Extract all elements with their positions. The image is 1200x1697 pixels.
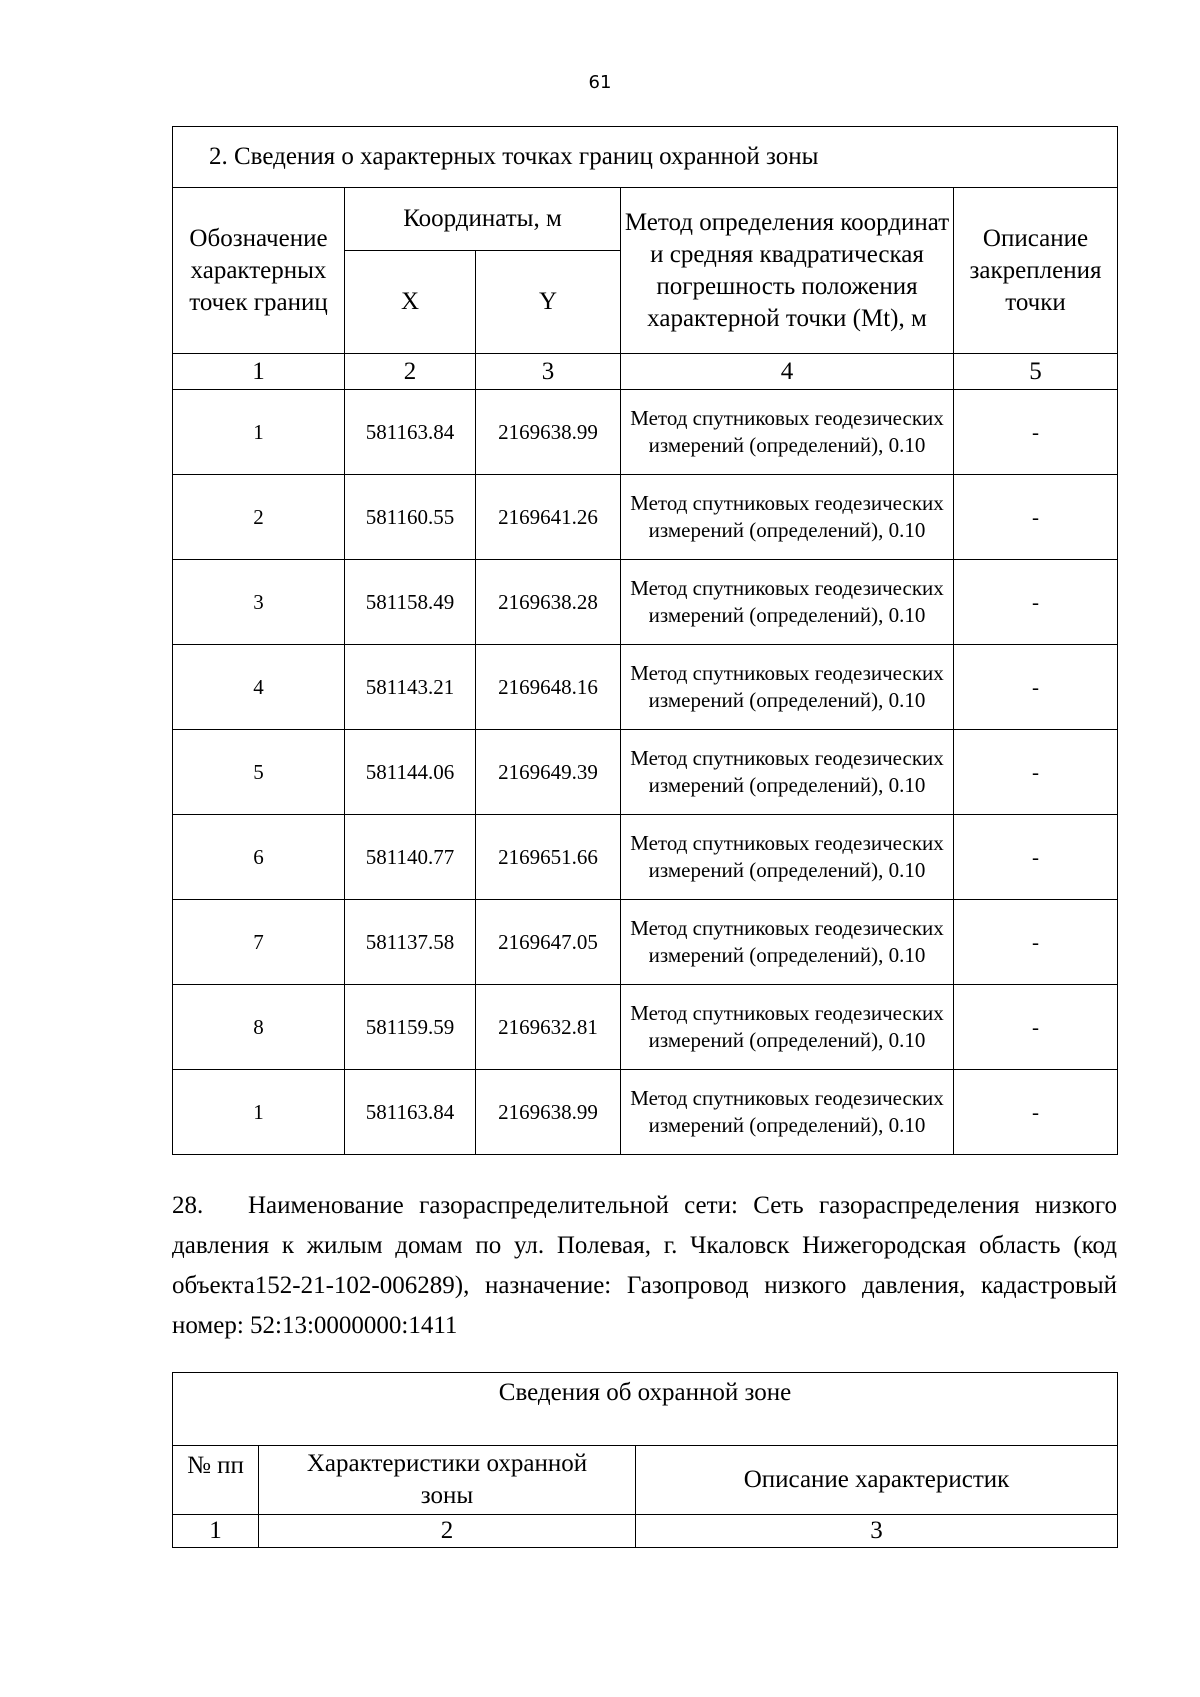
fixation-description: - bbox=[954, 475, 1118, 560]
column-number: 1 bbox=[173, 1515, 259, 1548]
x-coordinate: 581158.49 bbox=[345, 560, 476, 645]
table-row bbox=[173, 645, 1118, 730]
method-text: Метод спутниковых геодезических измерений (определений), 0.10 bbox=[621, 730, 954, 815]
table-title: 2. Сведения о характерных точках границ охранной зоны bbox=[173, 127, 1118, 188]
table-row bbox=[173, 475, 1118, 560]
y-coordinate: 2169648.16 bbox=[476, 645, 621, 730]
header-y: Y bbox=[476, 251, 621, 354]
method-text: Метод спутниковых геодезических измерений (определений), 0.10 bbox=[621, 1070, 954, 1155]
y-coordinate: 2169632.81 bbox=[476, 985, 621, 1070]
table-row bbox=[173, 815, 1118, 900]
table-row bbox=[173, 390, 1118, 475]
column-number: 2 bbox=[345, 354, 476, 390]
column-number: 1 bbox=[173, 354, 345, 390]
column-number: 5 bbox=[954, 354, 1118, 390]
method-text: Метод спутниковых геодезических измерений (определений), 0.10 bbox=[621, 815, 954, 900]
header-characteristics: Характеристики охранной зоны bbox=[259, 1446, 636, 1515]
page-number: 61 bbox=[588, 72, 612, 93]
column-number: 4 bbox=[621, 354, 954, 390]
point-id: 8 bbox=[173, 985, 345, 1070]
x-coordinate: 581163.84 bbox=[345, 390, 476, 475]
y-coordinate: 2169651.66 bbox=[476, 815, 621, 900]
point-id: 5 bbox=[173, 730, 345, 815]
x-coordinate: 581160.55 bbox=[345, 475, 476, 560]
fixation-description: - bbox=[954, 1070, 1118, 1155]
y-coordinate: 2169638.99 bbox=[476, 1070, 621, 1155]
protection-zone-table bbox=[172, 1372, 1118, 1548]
header-method: Метод определения координат и средняя квадратическая погрешность положения характерной точки (Mt), м bbox=[621, 188, 954, 354]
x-coordinate: 581137.58 bbox=[345, 900, 476, 985]
x-coordinate: 581140.77 bbox=[345, 815, 476, 900]
y-coordinate: 2169638.28 bbox=[476, 560, 621, 645]
column-number: 3 bbox=[476, 354, 621, 390]
boundary-points-table bbox=[172, 126, 1118, 1155]
point-id: 1 bbox=[173, 390, 345, 475]
point-id: 4 bbox=[173, 645, 345, 730]
y-coordinate: 2169638.99 bbox=[476, 390, 621, 475]
point-id: 6 bbox=[173, 815, 345, 900]
column-number: 3 bbox=[636, 1515, 1118, 1548]
table-title: Сведения об охранной зоне bbox=[173, 1373, 1118, 1446]
x-coordinate: 581143.21 bbox=[345, 645, 476, 730]
network-description-paragraph bbox=[172, 1186, 1117, 1346]
point-id: 2 bbox=[173, 475, 345, 560]
method-text: Метод спутниковых геодезических измерений (определений), 0.10 bbox=[621, 900, 954, 985]
paragraph-number: 28. bbox=[172, 1192, 204, 1219]
fixation-description: - bbox=[954, 900, 1118, 985]
header-description: Описание характеристик bbox=[636, 1446, 1118, 1515]
fixation-description: - bbox=[954, 390, 1118, 475]
point-id: 7 bbox=[173, 900, 345, 985]
method-text: Метод спутниковых геодезических измерений (определений), 0.10 bbox=[621, 475, 954, 560]
paragraph-text: Наименование газораспределительной сети: Сеть газораспределения низкого давления к жилым домам по ул. Полевая, г. Чкаловск Нижегородская область (код объекта152-21-102-006289), назначение: Газопровод низкого давления, кадастровый номер: 52:13:0000000:1411 bbox=[172, 1192, 1117, 1339]
fixation-description: - bbox=[954, 645, 1118, 730]
column-number: 2 bbox=[259, 1515, 636, 1548]
table-row bbox=[173, 900, 1118, 985]
y-coordinate: 2169647.05 bbox=[476, 900, 621, 985]
method-text: Метод спутниковых геодезических измерений (определений), 0.10 bbox=[621, 645, 954, 730]
method-text: Метод спутниковых геодезических измерений (определений), 0.10 bbox=[621, 390, 954, 475]
table-row bbox=[173, 985, 1118, 1070]
table-row bbox=[173, 1070, 1118, 1155]
table-row bbox=[173, 730, 1118, 815]
x-coordinate: 581159.59 bbox=[345, 985, 476, 1070]
header-description: Описание закрепления точки bbox=[954, 188, 1118, 354]
table-row bbox=[173, 560, 1118, 645]
method-text: Метод спутниковых геодезических измерений (определений), 0.10 bbox=[621, 985, 954, 1070]
x-coordinate: 581163.84 bbox=[345, 1070, 476, 1155]
point-id: 3 bbox=[173, 560, 345, 645]
y-coordinate: 2169641.26 bbox=[476, 475, 621, 560]
fixation-description: - bbox=[954, 985, 1118, 1070]
fixation-description: - bbox=[954, 560, 1118, 645]
method-text: Метод спутниковых геодезических измерений (определений), 0.10 bbox=[621, 560, 954, 645]
header-num: № пп bbox=[173, 1446, 259, 1515]
header-coordinates: Координаты, м bbox=[345, 188, 621, 251]
fixation-description: - bbox=[954, 730, 1118, 815]
x-coordinate: 581144.06 bbox=[345, 730, 476, 815]
y-coordinate: 2169649.39 bbox=[476, 730, 621, 815]
header-designation: Обозначение характерных точек границ bbox=[173, 188, 345, 354]
point-id: 1 bbox=[173, 1070, 345, 1155]
fixation-description: - bbox=[954, 815, 1118, 900]
header-x: X bbox=[345, 251, 476, 354]
